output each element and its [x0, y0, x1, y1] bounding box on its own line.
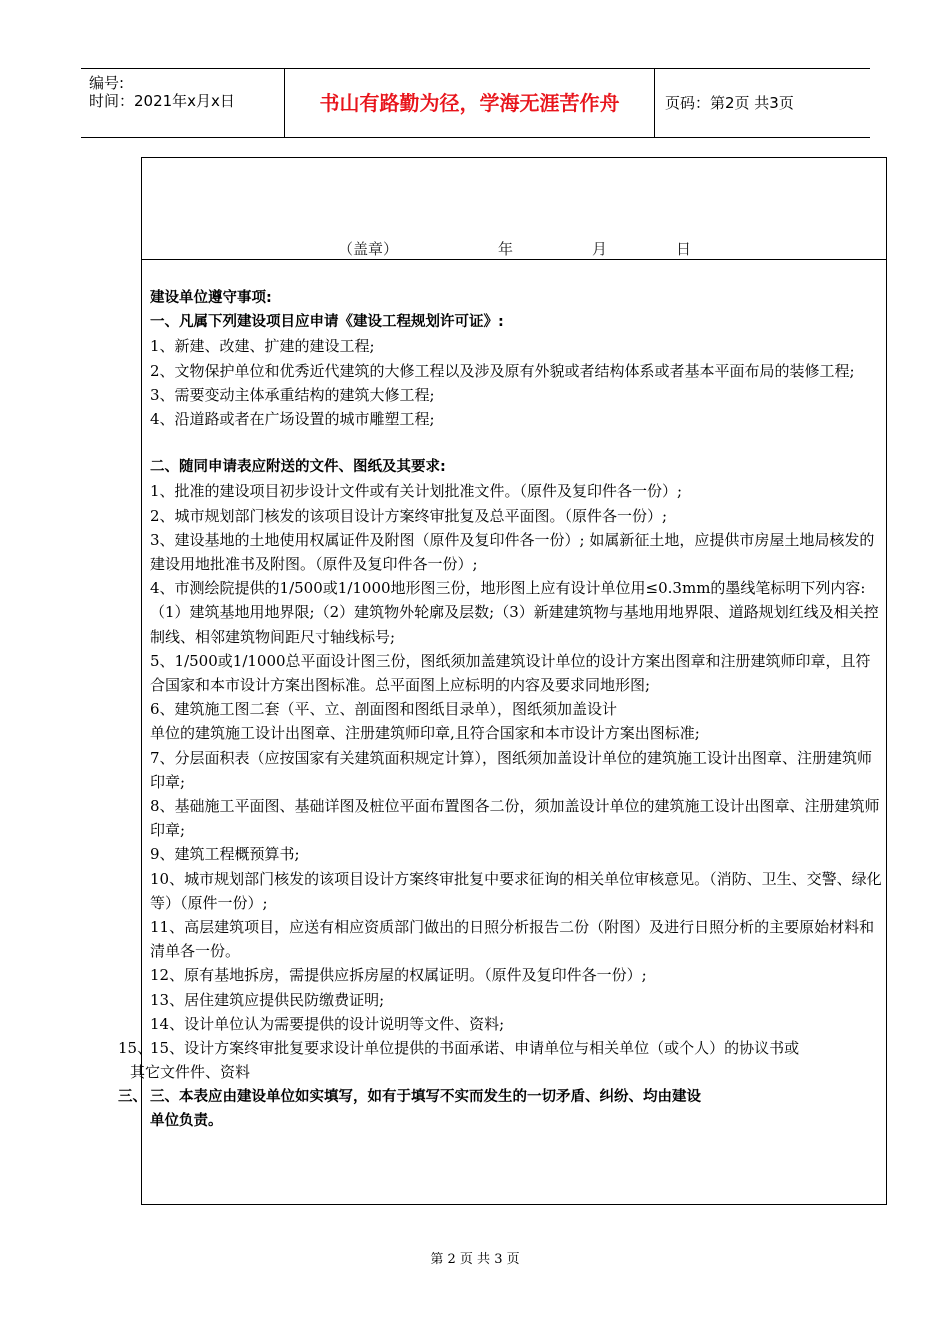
list-item: 6、建筑施工图二套（平、立、剖面图和图纸目录单），图纸须加盖设计 [150, 700, 618, 719]
section-3 [118, 1085, 882, 1109]
day-label: 日 [676, 240, 692, 258]
rules-title: 建设单位遵守事项: [150, 290, 272, 306]
form-table [118, 157, 887, 1205]
section-1-title: 一、凡属下列建设项目应申请《建设工程规划许可证》: [150, 314, 504, 331]
list-item: 2、文物保护单位和优秀近代建筑的大修工程以及涉及原有外貌或者结构体系或者基本平面布局的装修工程; [150, 361, 855, 380]
section-3-cont: 单位负责。 [150, 1112, 223, 1129]
item-15-cont: 其它文件件、资料 [130, 1063, 251, 1082]
list-item-15 [118, 1036, 882, 1060]
list-item: 11、高层建筑项目，应送有相应资质部门做出的日照分析报告二份（附图）及进行日照分析的主要原始材料和清单各一份。 [150, 918, 875, 961]
list-item: 10、城市规划部门核发的该项目设计方案终审批复中要求征询的相关单位审核意见。（消防、卫生、交警、绿化等）（原件一份）; [150, 869, 882, 912]
list-item: 7、分层面积表（应按国家有关建筑面积规定计算），图纸须加盖设计单位的建筑施工设计出图章、注册建筑师印章; [150, 748, 873, 791]
list-item: 5、1/500或1/1000总平面设计图三份，图纸须加盖建筑设计单位的设计方案出图章和注册建筑师印章，且符合国家和本市设计方案出图标准。总平面图上应标明的内容及要求同地形图; [150, 651, 871, 695]
item-15-text: 15、设计方案终审批复要求设计单位提供的书面承诺、申请单位与相关单位（或个人）的协议书或 [150, 1039, 800, 1058]
list-item: 3、建设基地的土地使用权属证件及附图（原件及复印件各一份）; 如属新征土地，应提供市房屋土地局核发的建设用地批准书及附图。（原件及复印件各一份）; [150, 530, 875, 574]
document-header [81, 68, 870, 138]
page-footer: 第 2 页 共 3 页 [430, 1252, 520, 1267]
list-item: 2、城市规划部门核发的该项目设计方案终审批复及总平面图。（原件各一份）; [150, 506, 668, 525]
list-item: 3、需要变动主体承重结构的建筑大修工程; [150, 385, 435, 404]
list-item: 14、设计单位认为需要提供的设计说明等文件、资料; [150, 1014, 505, 1033]
section-3-prefix: 三、 [118, 1088, 147, 1105]
list-item: 8、基础施工平面图、基础详图及桩位平面布置图各二份，须加盖设计单位的建筑施工设计出图章、注册建筑师印章; [150, 797, 880, 840]
list-item: 1、批准的建设项目初步设计文件或有关计划批准文件。（原件及复印件各一份）; [150, 482, 683, 501]
seal-label: （盖章） [338, 240, 399, 258]
list-item: 单位的建筑施工设计出图章、注册建筑师印章,且符合国家和本市设计方案出图标准; [150, 724, 700, 743]
list-item: 12、原有基地拆房，需提供应拆房屋的权属证明。（原件及复印件各一份）; [150, 966, 647, 985]
item-15-prefix: 15、 [118, 1039, 153, 1058]
list-item: 9、建筑工程概预算书; [150, 845, 300, 864]
section-3-text: 三、本表应由建设单位如实填写，如有于填写不实而发生的一切矛盾、纠纷、均由建设 [150, 1088, 701, 1105]
month-label: 月 [592, 240, 608, 258]
section-2-title: 二、随同申请表应附送的文件、图纸及其要求: [150, 459, 446, 476]
list-item: 4、市测绘院提供的1/500或1/1000地形图三份，地形图上应有设计单位用≤0.3mm的墨线笔标明下列内容:（1）建筑基地用地界限;（2）建筑物外轮廓及层数;（3）新建建筑物与基地用地界限、道路规划红线及相关控制线、相邻建筑物间距尺寸轴线标号; [150, 579, 879, 646]
rules-content [118, 286, 882, 1133]
header-motto: 书山有路勤为径，学海无涯苦作舟 [285, 69, 655, 137]
list-item: 13、居住建筑应提供民防缴费证明; [150, 990, 385, 1009]
header-page-label: 页码：第2页 共3页 [665, 94, 794, 112]
seal-row [142, 158, 886, 260]
list-item: 1、新建、改建、扩建的建设工程; [150, 337, 375, 356]
number-label: 编号: [89, 74, 125, 92]
date-label: 时间：2021年x月x日 [89, 92, 235, 110]
header-meta [81, 69, 285, 137]
year-label: 年 [498, 240, 514, 258]
list-item: 4、沿道路或者在广场设置的城市雕塑工程; [150, 410, 435, 429]
